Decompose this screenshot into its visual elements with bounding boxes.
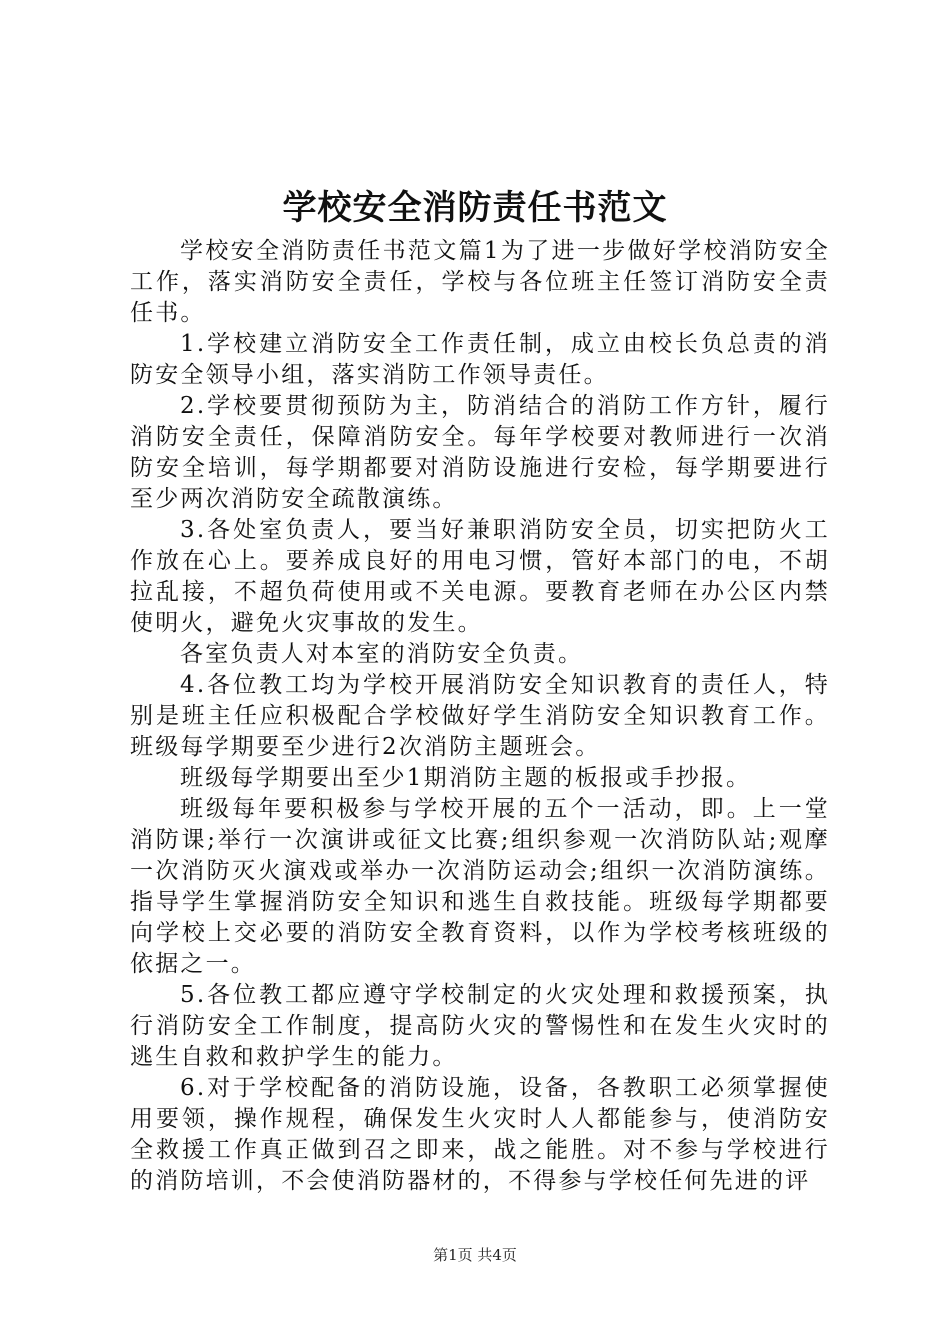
paragraph-item-3: 3.各处室负责人，要当好兼职消防安全员，切实把防火工作放在心上。要养成良好的用电习惯，管好本部门的电，不胡拉乱接，不超负荷使用或不关电源。要教育老师在办公区内禁使明火，避免火灾事故的发生。 (130, 517, 830, 636)
paragraph-five-activities: 班级每年要积极参与学校开展的五个一活动，即。上一堂消防课;举行一次演讲或征文比赛;组织参观一次消防队站;观摩一次消防灭火演戏或举办一次消防运动会;组织一次消防演练。指导学生掌握消防安全知识和逃生自救技能。班级每学期都要向学校上交必要的消防安全教育资料，以作为学校考核班级的依据之一。 (130, 796, 830, 977)
document-body (130, 236, 830, 1197)
paragraph-item-4: 4.各位教工均为学校开展消防安全知识教育的责任人，特别是班主任应积极配合学校做好学生消防安全知识教育工作。班级每学期要至少进行2次消防主题班会。 (130, 672, 830, 760)
paragraph-item-5: 5.各位教工都应遵守学校制定的火灾处理和救援预案，执行消防安全工作制度，提高防火灾的警惕性和在发生火灾时的逃生自救和救护学生的能力。 (130, 982, 830, 1070)
page-footer: 第1页 共4页 (433, 1246, 517, 1264)
document-title: 学校安全消防责任书范文 (282, 188, 668, 228)
paragraph-intro: 学校安全消防责任书范文篇1为了进一步做好学校消防安全工作，落实消防安全责任，学校与各位班主任签订消防安全责任书。 (130, 238, 830, 326)
paragraph-item-6: 6.对于学校配备的消防设施，设备，各教职工必须掌握使用要领，操作规程，确保发生火灾时人人都能参与，使消防安全救援工作真正做到召之即来，战之能胜。对不参与学校进行的消防培训，不会使消防器材的，不得参与学校任何先进的评 (130, 1075, 830, 1194)
paragraph-blackboard: 班级每学期要出至少1期消防主题的板报或手抄报。 (180, 765, 752, 791)
paragraph-item-1: 1.学校建立消防安全工作责任制，成立由校长负总责的消防安全领导小组，落实消防工作领导责任。 (130, 331, 830, 388)
paragraph-item-2: 2.学校要贯彻预防为主，防消结合的消防工作方针，履行消防安全责任，保障消防安全。每年学校要对教师进行一次消防安全培训，每学期都要对消防设施进行安检，每学期要进行至少两次消防安全疏散演练。 (130, 393, 830, 512)
paragraph-room-responsibility: 各室负责人对本室的消防安全负责。 (180, 641, 584, 667)
